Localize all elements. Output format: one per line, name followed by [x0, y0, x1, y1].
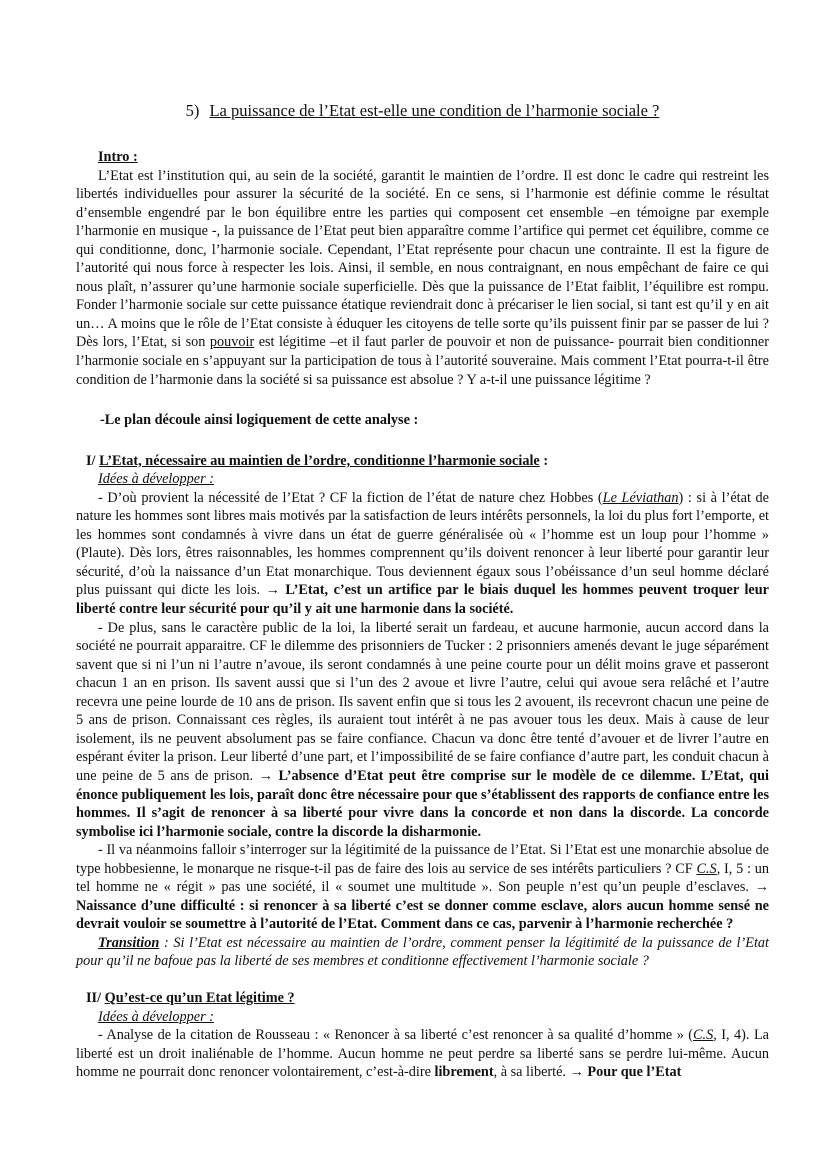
s1p1-text-a: - D’où provient la nécessité de l’Etat ? CF la fiction de l’état de nature chez Hobbes (	[98, 489, 603, 506]
spacer	[76, 389, 769, 411]
section1-title: L’Etat, nécessaire au maintien de l’ordre, conditionne l’harmonie sociale	[99, 452, 540, 469]
book-title-leviathan: Le Léviathan	[602, 489, 679, 506]
plan-text: -Le plan découle ainsi logiquement de cette analyse :	[100, 412, 419, 429]
plan-line	[76, 411, 769, 430]
s2p1-text-c: , à sa liberté.	[493, 1064, 570, 1081]
section1-number: I/	[86, 452, 100, 469]
intro-heading-line	[76, 148, 769, 167]
section1-heading	[76, 452, 769, 471]
section2-paragraph-1	[76, 1026, 769, 1082]
section2-heading	[76, 989, 769, 1008]
title-number: 5)	[185, 101, 200, 120]
intro-heading: Intro :	[98, 149, 138, 165]
section1-idees-line	[76, 470, 769, 489]
spacer	[76, 971, 769, 989]
s1p3-text-b: , I, 5 : un tel homme ne « régit » pas une société, il « soumet une multitude ». Son peuple n’est qu’un peuple d’esclaves.	[76, 860, 769, 896]
s2p1-librement: librement	[434, 1064, 494, 1081]
intro-text-1: L’Etat est l’institution qui, au sein de la société, garantit le maintien de l’ordre. Il est donc le cadre qui restreint les libertés individuelles pour assurer la sécurité de la société. En ce sens, si l’harmonie est définie comme le résultat d’ensemble engendré par le bon équilibre entre les parties qui composent cet ensemble –en témoigne par exemple l’harmonie en musique -, la puissance de l’Etat peut bien apparaître comme l’artifice qui permet cet équilibre, comme ce qui conditionne, donc, l’harmonie sociale. Cependant, l’Etat représente pour chacun une contrainte. Il est la figure de l’autorité qui nous force à respecter les lois. Ainsi, il semble, en nous contraignant, en nous empêchant de faire ce qui nous plaît, n’assurer qu’une harmonie sociale superficielle. Dès que la puissance de l’Etat faiblit, l’équilibre est rompu. Fonder l’harmonie sociale sur cette puissance étatique reviendrait donc à précariser le lien social, si tant est qu’il y en ait un… A moins que le rôle de l’Etat consiste à éduquer les citoyens de telle sorte qu’ils puissent finir par se passer de lui ? Dès lors, l’Etat, si son	[76, 167, 769, 351]
section1-paragraph-1	[76, 489, 769, 619]
title-text: La puissance de l’Etat est-elle une condition de l’harmonie sociale ?	[209, 101, 660, 120]
s2p1-conclusion: → Pour que l’Etat	[569, 1064, 682, 1081]
s1p2-conclusion: → L’absence d’Etat peut être comprise sur le modèle de ce dilemme. L’Etat, qui énonce publiquement les lois, paraît donc être nécessaire pour que s’établissent des rapports de confiance entre les hommes. Il s’agit de renoncer à sa liberté pour vivre dans la concorde et non dans la discorde. La concorde symbolise ici l’harmonie sociale, contre la discorde la disharmonie.	[76, 767, 769, 840]
transition-paragraph	[76, 934, 769, 971]
section1-paragraph-3	[76, 841, 769, 934]
s1p2-text-a: - De plus, sans le caractère public de la loi, la liberté serait un fardeau, et aucune harmonie, aucun accord dans la société ne pourrait apparaitre. CF le dilemme des prisonniers de Tucker : 2 prisonniers amenés devant le juge séparément savent que si ni l’un ni l’autre n’avoue, ils seront condamnés à une peine courte pour un délit moins grave et passeront chacun 1 an en prison. Ils savent aussi que si l’un des 2 avoue et livre l’autre, celui qui avoue sera relâché et l’autre recevra une peine lourde de 10 ans de prison. Ils savent enfin que si tous les 2 avouent, ils recevront chacun une peine de 5 ans de prison. Connaissant ces règles, ils auraient tout intérêt à ne pas avouer tous les deux. Mais à cause de leur isolement, ils ne peuvent absolument pas se faire confiance. Chacun va donc être tenté d’avouer et de livrer l’autre en espérant éviter la prison. Leur liberté d’une part, et l’impossibilité de se faire confiance d’autre part, les conduit chacun à une peine de 5 ans de prison.	[76, 619, 769, 784]
transition-label: Transition	[98, 934, 160, 951]
ref-cs-2: C.S	[693, 1027, 714, 1044]
s1p1-conclusion: → L’Etat, c’est un artifice par le biais duquel les hommes peuvent troquer leur liberté contre leur sécurité pour qu’il y ait une harmonie dans la société.	[76, 582, 769, 618]
s1p3-conclusion: → Naissance d’une difficulté : si renoncer à sa liberté c’est se donner comme esclave, alors aucun homme sensé ne devrait vouloir se soumettre à l’autorité de l’Etat. Comment dans ce cas, parvenir à l’harmonie recherchée ?	[76, 879, 769, 933]
intro-pouvoir: pouvoir	[209, 334, 255, 351]
intro-paragraph	[76, 167, 769, 390]
section1-colon: :	[539, 452, 549, 469]
section1-paragraph-2	[76, 619, 769, 842]
section2-number: II/	[86, 989, 105, 1006]
ref-cs: C.S	[696, 860, 717, 877]
document-content	[76, 100, 769, 1082]
section2-title: Qu’est-ce qu’un Etat légitime ?	[104, 989, 295, 1006]
page-title	[76, 100, 769, 122]
s1p1-text-b: ) : si à l’état de nature les hommes sont libres mais motivés par la satisfaction de leurs intérêts personnels, la loi du plus fort l’emporte, et les hommes sont condamnés à vivre dans un état de guerre généralisée où « l’homme est un loup pour l’homme » (Plaute). Dès lors, êtres raisonnables, les hommes comprennent qu’ils doivent renoncer à leur liberté pour garantir leur sécurité, d’où la naissance d’un Etat monarchique. Tous deviennent égaux sous l’obéissance d’un seul homme déclaré plus puissant qui dicte les lois.	[76, 489, 769, 599]
section2-idees: Idées à développer :	[98, 1008, 214, 1025]
s2p1-text-b: , I, 4). La liberté est un droit inaliénable de l’homme. Aucun homme ne peut perdre sa liberté sans se perdre lui-même. Aucun homme ne pourrait donc renoncer volontairement, c’est-à-dire	[76, 1027, 769, 1081]
section1-idees: Idées à développer :	[98, 471, 214, 488]
transition-text: : Si l’Etat est nécessaire au maintien de l’ordre, comment penser la légitimité de la puissance de l’Etat pour qu’il ne bafoue pas la liberté de ses membres et conditionne effectivement l’harmonie sociale ?	[76, 934, 769, 970]
spacer	[76, 430, 769, 452]
intro-text-2: est légitime –et il faut parler de pouvoir et non de puissance- pourrait bien conditionner l’harmonie sociale en s’appuyant sur la participation de tous à l’autorité souveraine. Mais comment l’Etat pourra-t-il être condition de l’harmonie dans la société si sa puissance est absolue ? Y a-t-il une puissance légitime ?	[76, 334, 769, 388]
s2p1-text-a: - Analyse de la citation de Rousseau : « Renoncer à sa liberté c’est renoncer à sa qualité d’homme » (	[98, 1027, 694, 1044]
s1p3-text-a: - Il va néanmoins falloir s’interroger sur la légitimité de la puissance de l’Etat. Si l’Etat est une monarchie absolue de type hobbesienne, le monarque ne risque-t-il pas de faire des lois au service de ses intérêts particuliers ? CF	[76, 842, 769, 877]
section2-idees-line	[76, 1008, 769, 1027]
